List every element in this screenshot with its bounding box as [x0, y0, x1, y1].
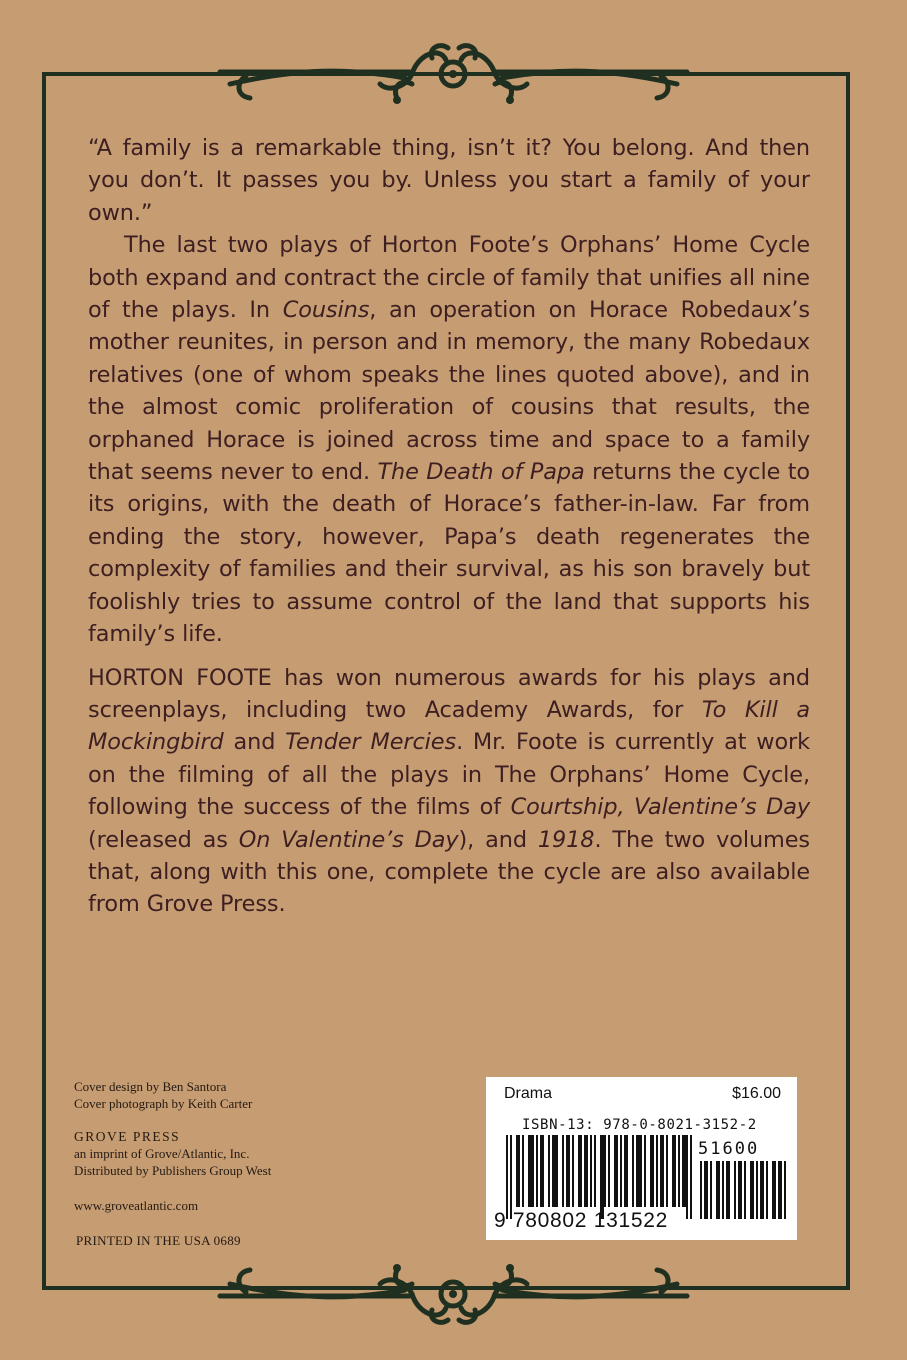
- bio-text: HORTON FOOTE has won numerous awards for his plays and screenplays, including two Academy Awards, for: [88, 664, 810, 723]
- addon-bar: [740, 1161, 742, 1219]
- barcode-bar: [600, 1135, 602, 1219]
- barcode-bar: [626, 1135, 628, 1207]
- barcode-bar: [548, 1135, 550, 1207]
- barcode-bar: [624, 1135, 626, 1207]
- barcode-bar: [620, 1135, 622, 1207]
- barcode-bar: [614, 1135, 616, 1207]
- title-courtship: Courtship, Valentine’s Day: [510, 794, 810, 821]
- bio-text: . The two volumes that, along with this one, complete the cycle are also available from Grove Press.: [88, 826, 810, 918]
- barcode-bar: [542, 1135, 544, 1207]
- barcode-bar: [638, 1135, 640, 1207]
- barcode-bar: [562, 1135, 564, 1207]
- barcode-bar: [604, 1135, 606, 1207]
- barcode-bar: [682, 1135, 684, 1207]
- barcode-bar: [602, 1135, 604, 1219]
- barcode-bar: [580, 1135, 582, 1207]
- barcode-bar: [522, 1135, 524, 1207]
- bottom-ornament-icon: [0, 1250, 907, 1330]
- isbn-text: ISBN-13: 978-0-8021-3152-2: [522, 1117, 757, 1133]
- genre-label: Drama: [504, 1085, 553, 1102]
- title-on-valentines-day: On Valentine’s Day: [238, 826, 459, 853]
- barcode-bar: [662, 1135, 664, 1207]
- barcode-bar: [518, 1135, 520, 1207]
- cover-design-credit: Cover design by Ben Santora: [74, 1079, 227, 1094]
- addon-bar: [780, 1161, 782, 1219]
- barcode-bar: [636, 1135, 638, 1207]
- addon-bar: [760, 1161, 762, 1219]
- addon-bar: [722, 1161, 724, 1219]
- barcode-bar: [584, 1135, 586, 1207]
- barcode-bar: [528, 1135, 530, 1207]
- barcode-bar: [616, 1135, 618, 1207]
- barcode-bar: [678, 1135, 680, 1207]
- addon-bar: [774, 1161, 776, 1219]
- barcode-bar: [572, 1135, 574, 1207]
- publisher-name: GROVE PRESS: [74, 1129, 181, 1144]
- barcode-bar: [644, 1135, 646, 1207]
- addon-bar: [734, 1161, 736, 1219]
- bio-text: ), and: [458, 826, 538, 853]
- title-tender-mercies: Tender Mercies: [285, 729, 457, 756]
- addon-bar: [706, 1161, 708, 1219]
- barcode-bar: [690, 1135, 692, 1219]
- barcode-bar: [640, 1135, 642, 1207]
- addon-bar: [784, 1161, 786, 1219]
- addon-bar: [726, 1161, 728, 1219]
- barcode-bar: [650, 1135, 652, 1207]
- bio-text: (released as: [88, 826, 239, 853]
- barcode-bar: [684, 1135, 686, 1207]
- barcode-bar: [568, 1135, 570, 1207]
- printed-line: PRINTED IN THE USA 0689: [76, 1233, 241, 1248]
- title-cousins: Cousins: [282, 297, 370, 324]
- synopsis-text: The last two plays of Horton Foote’s Orphans’ Home Cycle both expand and contract the circle of family that unifies all nine of the plays. In: [88, 232, 810, 324]
- synopsis-text: , an operation on Horace Robedaux’s mother reunites, in person and in memory, the many Robedaux relatives (one of whom speaks the lines quoted above), and in the almost comic proliferation of cousins that results, the orphaned Horace is joined across time and space to a family that seems never to end.: [88, 297, 810, 486]
- ean-number: 9 780802 131522: [494, 1209, 668, 1232]
- barcode-bar: [554, 1135, 556, 1207]
- publisher-credits: [74, 1078, 271, 1249]
- publisher-url: www.groveatlantic.com: [74, 1198, 199, 1213]
- barcode-bar: [516, 1135, 518, 1207]
- barcode-bar: [674, 1135, 676, 1207]
- barcode-bar: [594, 1135, 596, 1207]
- title-1918: 1918: [537, 826, 595, 853]
- addon-bar: [756, 1161, 758, 1219]
- addon-bar: [762, 1161, 764, 1219]
- addon-bar: [772, 1161, 774, 1219]
- barcode-bar: [652, 1135, 654, 1207]
- title-death-of-papa: The Death of Papa: [377, 459, 585, 486]
- barcode-bar: [530, 1135, 532, 1207]
- barcode-bar: [590, 1135, 592, 1207]
- barcode-label: [486, 1077, 797, 1240]
- addon-bar: [778, 1161, 780, 1219]
- addon-bar: [704, 1161, 706, 1219]
- barcode-bar: [656, 1135, 658, 1207]
- back-cover-blurb: [88, 132, 810, 921]
- addon-bar: [718, 1161, 720, 1219]
- addon-bar: [752, 1161, 754, 1219]
- addon-bar: [710, 1161, 712, 1219]
- cover-photo-credit: Cover photograph by Keith Carter: [74, 1096, 253, 1111]
- title-mockingbird: To Kill a Mockingbird: [88, 696, 810, 756]
- addon-bar: [744, 1161, 746, 1219]
- addon-bar: [728, 1161, 730, 1219]
- barcode-bar: [566, 1135, 568, 1207]
- barcode-bar: [552, 1135, 554, 1207]
- barcode-bar: [532, 1135, 534, 1207]
- addon-bar: [716, 1161, 718, 1219]
- barcode-bar: [672, 1135, 674, 1207]
- addon-bar: [738, 1161, 740, 1219]
- distributor-line: Distributed by Publishers Group West: [74, 1163, 272, 1178]
- barcode-bar: [666, 1135, 668, 1207]
- addon-bar: [766, 1161, 768, 1219]
- barcode-bar: [506, 1135, 508, 1219]
- barcode-bar: [540, 1135, 542, 1207]
- top-ornament-icon: [0, 38, 907, 118]
- addon-code: 51600: [698, 1139, 760, 1159]
- barcode-bar: [586, 1135, 588, 1207]
- bio-text: . Mr. Foote is currently at work on the filming of all the plays in The Orphans’ Home Cycle, following the success of the films of: [88, 729, 811, 821]
- synopsis-text: returns the cycle to its origins, with the death of Horace’s father-in-law. Far from ending the story, however, Papa’s death regenerates the complexity of families and their survival, as his son bravely but foolishly tries to assume control of the land that supports his family’s life.: [88, 459, 810, 648]
- author-bio-paragraph: [88, 662, 810, 921]
- barcode-bar: [660, 1135, 662, 1207]
- opening-quote: “A family is a remarkable thing, isn’t it? You belong. And then you don’t. It passes you by. Unless you start a family of your own.”: [88, 135, 810, 226]
- barcode-bar: [536, 1135, 538, 1207]
- barcode-bar: [632, 1135, 634, 1207]
- imprint-line: an imprint of Grove/Atlantic, Inc.: [74, 1146, 250, 1161]
- price-label: $16.00: [732, 1085, 781, 1102]
- barcode-bar: [510, 1135, 512, 1219]
- bio-text: and: [223, 729, 286, 756]
- addon-bar: [750, 1161, 752, 1219]
- barcode-bar: [556, 1135, 558, 1207]
- addon-bar: [700, 1161, 702, 1219]
- barcode-bar: [608, 1135, 610, 1207]
- synopsis-paragraph: [88, 229, 810, 650]
- barcode-bar: [578, 1135, 580, 1207]
- barcode-bar: [686, 1135, 688, 1219]
